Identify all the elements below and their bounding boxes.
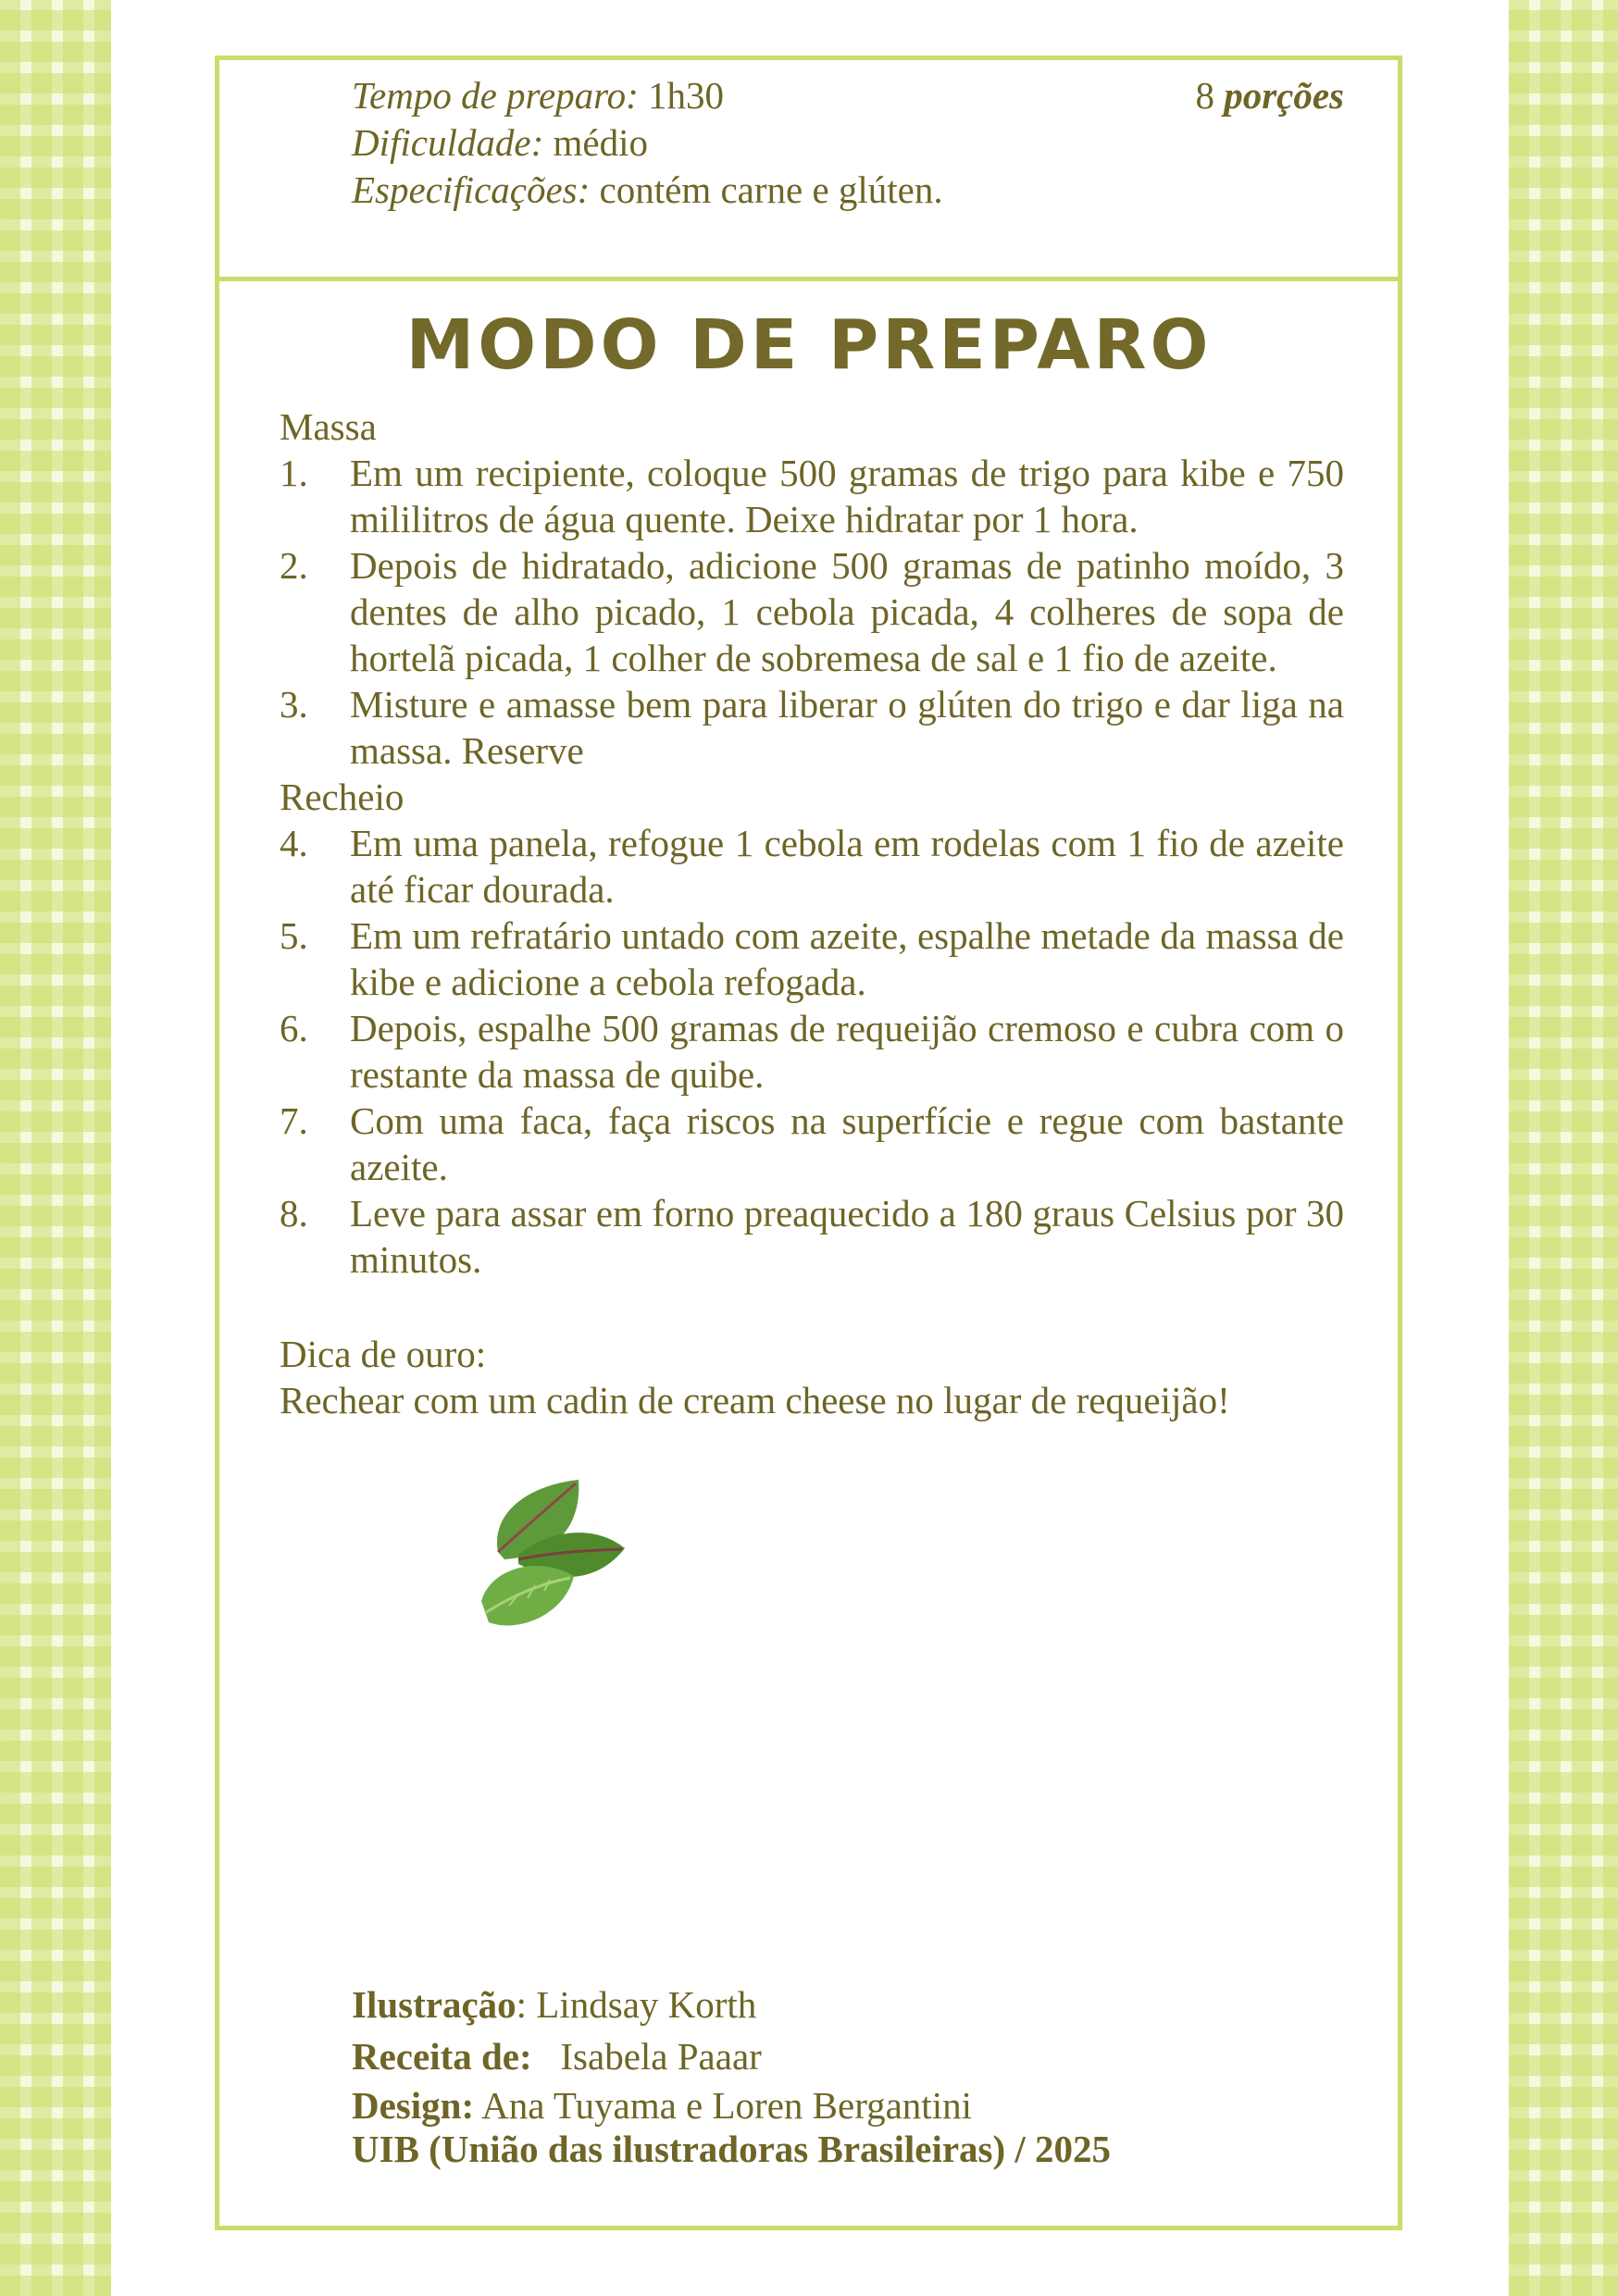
step-item xyxy=(280,542,1344,681)
tip-label: Dica de ouro: xyxy=(280,1333,487,1375)
prep-time-label: Tempo de preparo: xyxy=(352,74,639,117)
tip-text: Rechear com um cadin de cream cheese no lugar de requeijão! xyxy=(280,1379,1230,1421)
step-number: 8. xyxy=(280,1192,308,1235)
header-divider xyxy=(215,277,1402,281)
step-number: 7. xyxy=(280,1099,308,1142)
portions-label: porções xyxy=(1224,74,1344,117)
step-text: Depois, espalhe 500 gramas de requeijão cremoso e cubra com o restante da massa de quibe. xyxy=(350,1007,1344,1096)
credit-illustration xyxy=(352,1979,1111,2030)
recipe-body xyxy=(280,403,1344,1423)
step-item xyxy=(280,1098,1344,1190)
step-item xyxy=(280,912,1344,1005)
section-title: MODO DE PREPARO xyxy=(405,305,1213,385)
illustration-label: Ilustração xyxy=(352,1983,517,2026)
step-number: 4. xyxy=(280,822,308,864)
step-number: 5. xyxy=(280,914,308,957)
massa-heading: Massa xyxy=(280,405,377,448)
recheio-steps xyxy=(280,820,1344,1283)
step-item xyxy=(280,1190,1344,1283)
step-text: Em um refratário untado com azeite, espalhe metade da massa de kibe e adicione a cebola refogada. xyxy=(350,914,1344,1003)
step-number: 6. xyxy=(280,1007,308,1049)
step-item xyxy=(280,820,1344,912)
recipe-meta xyxy=(352,72,943,214)
specs-label: Especificações: xyxy=(352,168,591,211)
difficulty xyxy=(352,119,943,167)
prep-time xyxy=(352,72,943,119)
mint-leaf-icon xyxy=(463,1467,639,1643)
design-label: Design: xyxy=(352,2084,475,2127)
credit-design xyxy=(352,2082,1111,2128)
portions xyxy=(1195,72,1344,119)
portions-number: 8 xyxy=(1195,74,1225,117)
step-number: 3. xyxy=(280,683,308,726)
recipe-value: Isabela Paaar xyxy=(531,2035,762,2078)
specs-value: contém carne e glúten. xyxy=(590,168,943,211)
difficulty-value: médio xyxy=(543,121,648,164)
credit-recipe xyxy=(352,2030,1111,2082)
step-text: Misture e amasse bem para liberar o glúten do trigo e dar liga na massa. Reserve xyxy=(350,683,1344,772)
step-text: Depois de hidratado, adicione 500 gramas de patinho moído, 3 dentes de alho picado, 1 cebola picada, 4 colheres de sopa de hortelã picada, 1 colher de sobremesa de sal e 1 fio de azeite. xyxy=(350,544,1344,679)
massa-steps xyxy=(280,450,1344,774)
recheio-heading: Recheio xyxy=(280,776,404,818)
step-text: Em um recipiente, coloque 500 gramas de trigo para kibe e 750 mililitros de água quente. Deixe hidratar por 1 hora. xyxy=(350,452,1344,540)
step-item xyxy=(280,450,1344,542)
step-number: 1. xyxy=(280,452,308,494)
org-text: UIB (União das ilustradoras Brasileiras) / 2025 xyxy=(352,2128,1112,2170)
difficulty-label: Dificuldade: xyxy=(352,121,544,164)
step-text: Com uma faca, faça riscos na superfície e regue com bastante azeite. xyxy=(350,1099,1344,1188)
prep-time-value: 1h30 xyxy=(638,74,725,117)
step-text: Leve para assar em forno preaquecido a 180 graus Celsius por 30 minutos. xyxy=(350,1192,1344,1281)
specifications xyxy=(352,167,943,214)
illustration-value: : Lindsay Korth xyxy=(516,1983,757,2026)
recipe-label: Receita de: xyxy=(352,2035,532,2078)
step-item xyxy=(280,681,1344,774)
step-number: 2. xyxy=(280,544,308,587)
design-value: Ana Tuyama e Loren Bergantini xyxy=(474,2084,972,2127)
step-item xyxy=(280,1005,1344,1098)
step-text: Em uma panela, refogue 1 cebola em rodelas com 1 fio de azeite até ficar dourada. xyxy=(350,822,1344,911)
credits xyxy=(352,1979,1111,2169)
credit-org xyxy=(352,2128,1111,2169)
